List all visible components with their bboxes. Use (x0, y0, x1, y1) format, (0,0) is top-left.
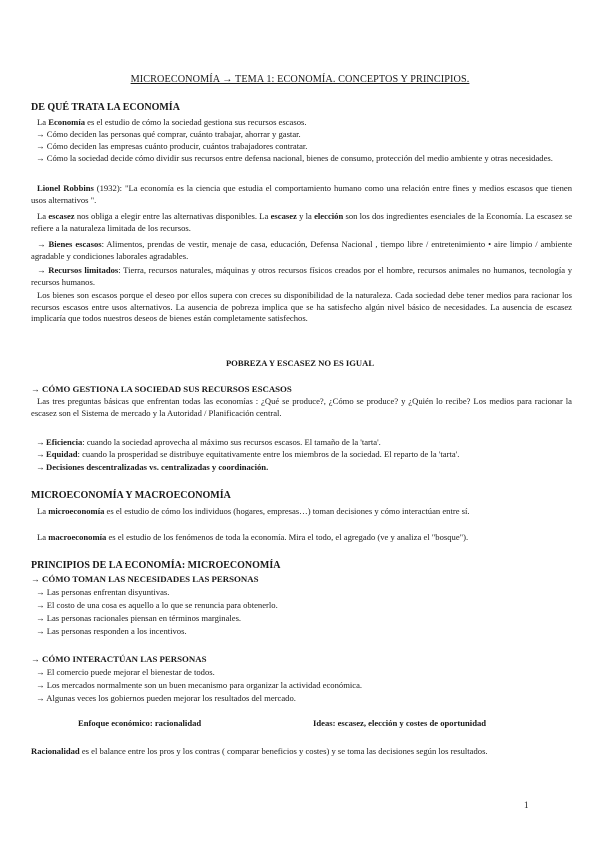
ideas-label: Ideas: escasez, elección y costes de oportunidad (313, 718, 487, 728)
list-item: → Los mercados normalmente son un buen mecanismo para organizar la actividad económica. (36, 680, 363, 690)
list-item: → El costo de una cosa es aquello a lo que se renuncia para obtenerlo. (36, 600, 278, 610)
section-heading-gestiona: → CÓMO GESTIONA LA SOCIEDAD SUS RECURSOS ESCASOS (31, 384, 292, 394)
eficiencia-item: →Eficiencia: cuando la sociedad aprovecha al máximo sus recursos escasos. El tamaño de la 'tarta'. (36, 437, 381, 447)
section-heading-economia: DE QUÉ TRATA LA ECONOMÍA (31, 102, 180, 113)
racionalidad-definition: Racionalidad es el balance entre los pros y los contras ( comparar beneficios y costes) y se toma las decisiones según los resultados. (31, 746, 488, 756)
list-item: → Cómo deciden las empresas cuánto producir, cuántos trabajadores contratar. (36, 141, 308, 151)
recursos-limitados: → Recursos limitados: Tierra, recursos naturales, máquinas y otros recursos físicos creados por el hombre, recursos animales no humanos, tecnología y recursos humanos. (31, 265, 572, 287)
escasez-paragraph: La escasez nos obliga a elegir entre las alternativas disponibles. La escasez y la elección son los dos ingredientes esenciales de la Economía. La escasez se refiere a la naturaleza limitada de los recursos. (31, 211, 573, 233)
subheading-toman: → CÓMO TOMAN LAS NECESIDADES LAS PERSONAS (31, 574, 259, 584)
escasos-paragraph: Los bienes son escasos porque el deseo por ellos supera con creces su disponibilidad de la naturaleza. Cada sociedad debe tener medios para racionar los recursos escasos entre usos alternativos. La ausencia de pobreza implica que se ha satisfecho algún nivel básico de necesidades. La ausencia de escasez implicaría que todos nuestros deseos de bienes están completamente satisfechos. (31, 290, 572, 324)
section-heading-micro-macro: MICROECONOMÍA Y MACROECONOMÍA (31, 490, 231, 501)
list-item: → Las personas enfrentan disyuntivas. (36, 587, 170, 597)
section-heading-principios: PRINCIPIOS DE LA ECONOMÍA: MICROECONOMÍA (31, 560, 281, 571)
robbins-quote: Lionel Robbins (1932): "La economía es la ciencia que estudia el comportamiento humano como una relación entre fines y medios escasos que tienen usos alternativos ". (31, 183, 572, 205)
macroeconomia-definition: La macroeconomía es el estudio de los fenómenos de toda la economía. Mira el todo, el agregado (ve y analiza el "bosque"). (37, 532, 469, 542)
pobreza-heading: POBREZA Y ESCASEZ NO ES IGUAL (225, 358, 375, 368)
page-title: MICROECONOMÍA → TEMA 1: ECONOMÍA. CONCEPTOS Y PRINCIPIOS. (130, 74, 470, 85)
page-number: 1 (524, 800, 529, 810)
microeconomia-definition: La microeconomía es el estudio de cómo los individuos (hogares, empresas…) toman decisiones y cómo interactúan entre sí. (37, 506, 470, 516)
subheading-interactuan: → CÓMO INTERACTÚAN LAS PERSONAS (31, 654, 207, 664)
enfoque-label: Enfoque económico: racionalidad (78, 718, 202, 728)
bienes-escasos: → Bienes escasos: Alimentos, prendas de vestir, menaje de casa, educación, Defensa Nacional , tiempo libre / entretenimiento • aire limpio / ambiente agradable y condiciones laborales agradables. (31, 239, 573, 261)
tres-preguntas: Las tres preguntas básicas que enfrentan todas las economías : ¿Qué se produce?, ¿Cómo se produce? y ¿Quién lo recibe? Los medios para racionar la escasez son el Sistema de mercado y la Autoridad / Planificación central. (31, 396, 572, 418)
list-item: → Las personas responden a los incentivos. (36, 626, 187, 636)
list-item: → Algunas veces los gobiernos pueden mejorar los resultados del mercado. (36, 693, 296, 703)
list-item: → Cómo la sociedad decide cómo dividir sus recursos entre defensa nacional, bienes de consumo, protección del medio ambiente y otras necesidades. (36, 153, 553, 163)
list-item: → El comercio puede mejorar el bienestar de todos. (36, 667, 215, 677)
economia-definition: La Economía es el estudio de cómo la sociedad gestiona sus recursos escasos. (37, 117, 307, 127)
list-item: → Las personas racionales piensan en términos marginales. (36, 613, 242, 623)
decisiones-item: →Decisiones descentralizadas vs. centralizadas y coordinación. (36, 462, 269, 472)
equidad-item: →Equidad: cuando la prosperidad se distribuye equitativamente entre los miembros de la sociedad. El reparto de la 'tarta'. (36, 449, 460, 459)
list-item: → Cómo deciden las personas qué comprar, cuánto trabajar, ahorrar y gastar. (36, 129, 301, 139)
